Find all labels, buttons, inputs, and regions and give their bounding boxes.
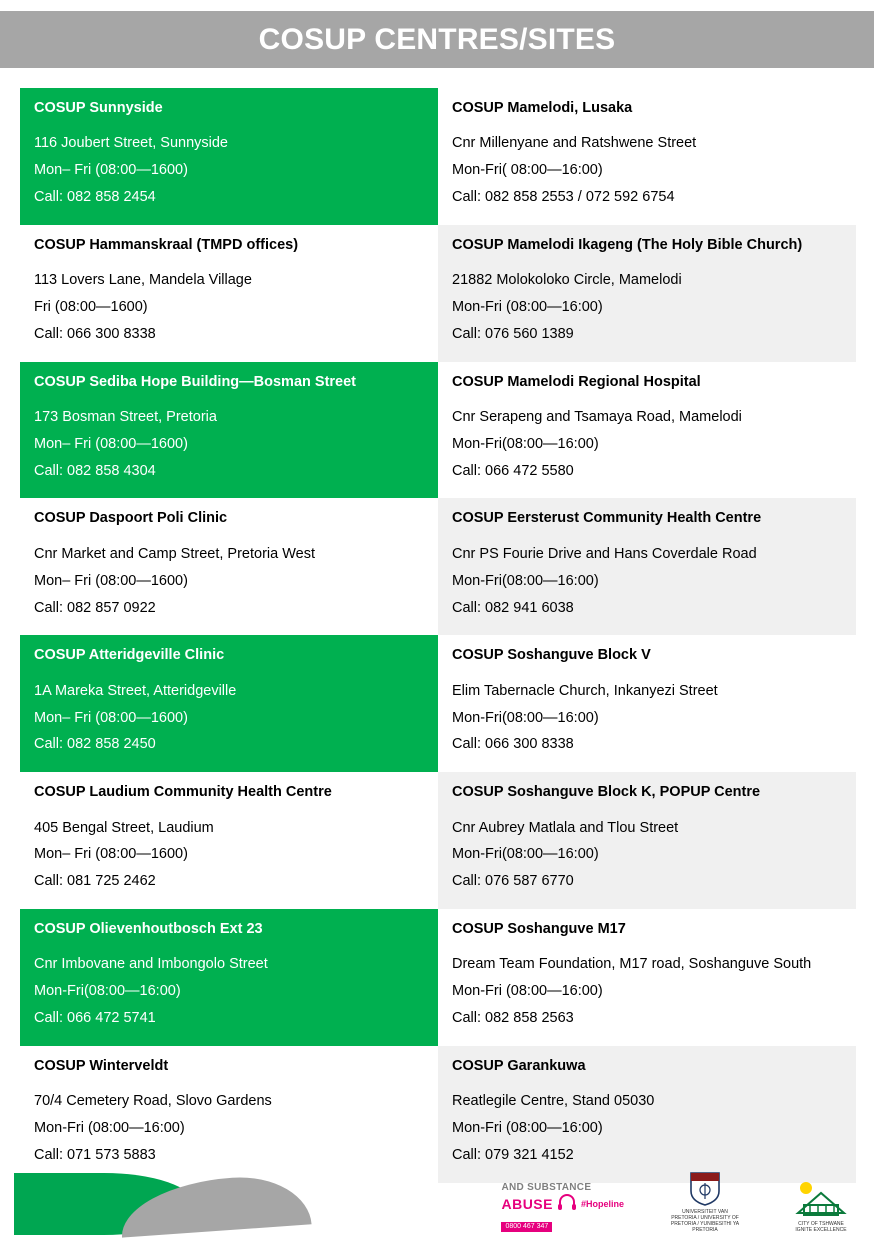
centre-card — [438, 498, 856, 635]
centre-address: Cnr Millenyane and Ratshwene Street — [452, 135, 697, 152]
centre-address: 405 Bengal Street, Laudium — [34, 819, 214, 836]
centre-address: Cnr Imbovane and Imbongolo Street — [34, 956, 268, 973]
page-title: COSUP CENTRES/SITES — [258, 23, 616, 56]
centres-row — [20, 362, 856, 499]
centre-title: COSUP Garankuwa — [452, 1057, 586, 1074]
centres-row — [20, 772, 856, 909]
footer-logos — [501, 1171, 856, 1233]
centre-address: 70/4 Cemetery Road, Slovo Gardens — [34, 1093, 272, 1110]
hopeline-logo — [501, 1183, 624, 1233]
centre-title: COSUP Hammanskraal (TMPD offices) — [34, 236, 299, 253]
centre-hours: Mon-Fri(08:00—16:00) — [452, 709, 599, 726]
centre-phone: Call: 082 858 2553 / 072 592 6754 — [452, 189, 675, 206]
university-crest-icon — [685, 1171, 725, 1207]
university-name: UNIVERSITEIT VAN PRETORIA / UNIVERSITY OF PRETORIA / YUNIBESITHI YA PRETORIA — [670, 1209, 740, 1233]
hopeline-line2: ABUSE — [501, 1196, 553, 1213]
centre-phone: Call: 082 941 6038 — [452, 599, 574, 616]
centre-address: 1A Mareka Street, Atteridgeville — [34, 682, 237, 699]
centre-hours: Mon-Fri (08:00—16:00) — [452, 299, 603, 316]
centre-hours: Mon-Fri(08:00—16:00) — [452, 572, 599, 589]
centre-hours: Mon– Fri (08:00—1600) — [34, 846, 188, 863]
centre-title: COSUP Sunnyside — [34, 100, 163, 116]
centre-card — [438, 225, 856, 362]
centre-phone: Call: 066 300 8338 — [452, 736, 574, 753]
centre-hours: Mon– Fri (08:00—1600) — [34, 709, 188, 726]
centre-phone: Call: 076 587 6770 — [452, 873, 574, 890]
tshwane-name: CITY OF TSHWANE — [798, 1221, 844, 1227]
centre-title: COSUP Soshanguve Block V — [452, 647, 651, 664]
centre-title: COSUP Eersterust Community Health Centre — [452, 510, 762, 527]
centre-card — [438, 635, 856, 772]
city-of-tshwane-logo — [786, 1179, 856, 1233]
tshwane-tagline: IGNITE EXCELLENCE — [795, 1227, 847, 1233]
centre-title: COSUP Soshanguve Block K, POPUP Centre — [452, 784, 761, 801]
hopeline-main-row — [501, 1193, 624, 1216]
centre-title: COSUP Sediba Hope Building—Bosman Street — [34, 373, 357, 390]
centre-phone: Call: 082 858 2563 — [452, 1009, 574, 1026]
centre-hours: Mon-Fri (08:00—16:00) — [452, 983, 603, 1000]
centre-address: Cnr Market and Camp Street, Pretoria West — [34, 545, 315, 562]
centre-card — [20, 635, 438, 772]
centre-phone: Call: 066 472 5741 — [34, 1009, 156, 1026]
centre-address: 21882 Molokoloko Circle, Mamelodi — [452, 272, 682, 289]
centres-grid — [20, 88, 856, 1183]
centre-phone: Call: 066 472 5580 — [452, 462, 574, 479]
footer — [0, 1141, 874, 1241]
centre-address: Cnr Aubrey Matlala and Tlou Street — [452, 819, 679, 836]
centre-phone: Call: 066 300 8338 — [34, 325, 156, 342]
centre-title: COSUP Olievenhoutbosch Ext 23 — [34, 920, 263, 937]
centre-hours: Mon-Fri( 08:00—16:00) — [452, 162, 603, 179]
hopeline-hashtag: #Hopeline — [580, 1199, 624, 1210]
centre-title: COSUP Mamelodi, Lusaka — [452, 100, 633, 116]
centre-title: COSUP Mamelodi Ikageng (The Holy Bible Church) — [452, 236, 803, 253]
centre-title: COSUP Atteridgeville Clinic — [34, 647, 225, 664]
centre-address: Reatlegile Centre, Stand 05030 — [452, 1093, 655, 1110]
centre-title: COSUP Laudium Community Health Centre — [34, 784, 332, 801]
centre-card — [20, 225, 438, 362]
centre-hours: Mon-Fri(08:00—16:00) — [452, 435, 599, 452]
centre-card — [438, 88, 856, 225]
centre-title: COSUP Winterveldt — [34, 1057, 169, 1074]
centre-address: 173 Bosman Street, Pretoria — [34, 409, 217, 426]
headphones-icon — [557, 1193, 577, 1216]
centre-phone: Call: 082 858 4304 — [34, 462, 156, 479]
centre-address: Cnr Serapeng and Tsamaya Road, Mamelodi — [452, 409, 742, 426]
centre-card — [438, 362, 856, 499]
centre-hours: Mon– Fri (08:00—1600) — [34, 435, 188, 452]
centre-card — [20, 88, 438, 225]
centre-phone: Call: 071 573 5883 — [34, 1146, 156, 1163]
centre-title: COSUP Mamelodi Regional Hospital — [452, 373, 701, 390]
centre-address: Elim Tabernacle Church, Inkanyezi Street — [452, 682, 718, 699]
centre-card — [20, 909, 438, 1046]
centres-row — [20, 635, 856, 772]
centres-row — [20, 225, 856, 362]
centre-card — [20, 362, 438, 499]
centre-hours: Mon-Fri(08:00—16:00) — [452, 846, 599, 863]
centre-hours: Mon– Fri (08:00—1600) — [34, 162, 188, 179]
centre-phone: Call: 076 560 1389 — [452, 325, 574, 342]
centre-card — [438, 772, 856, 909]
centre-hours: Mon– Fri (08:00—1600) — [34, 572, 188, 589]
centre-address: Cnr PS Fourie Drive and Hans Coverdale Road — [452, 545, 757, 562]
university-of-pretoria-logo — [670, 1171, 740, 1233]
centre-hours: Mon-Fri (08:00—16:00) — [452, 1120, 603, 1136]
centre-phone: Call: 079 321 4152 — [452, 1146, 574, 1163]
centre-address: Dream Team Foundation, M17 road, Soshanguve South — [452, 956, 812, 973]
hopeline-line1: AND SUBSTANCE — [501, 1181, 592, 1193]
hopeline-phone: 0800 467 347 — [501, 1222, 552, 1231]
centre-phone: Call: 081 725 2462 — [34, 873, 156, 890]
centre-title: COSUP Soshanguve M17 — [452, 920, 626, 937]
centre-card — [438, 909, 856, 1046]
centre-hours: Mon-Fri(08:00—16:00) — [34, 983, 181, 1000]
centre-phone: Call: 082 857 0922 — [34, 599, 156, 616]
centre-address: 116 Joubert Street, Sunnyside — [34, 135, 228, 152]
centres-row — [20, 498, 856, 635]
centre-phone: Call: 082 858 2450 — [34, 736, 156, 753]
centre-hours: Mon-Fri (08:00—16:00) — [34, 1120, 185, 1136]
centres-row — [20, 909, 856, 1046]
centre-card — [20, 772, 438, 909]
centre-card — [20, 498, 438, 635]
centre-title: COSUP Daspoort Poli Clinic — [34, 510, 228, 527]
tshwane-emblem-icon — [792, 1179, 850, 1219]
centres-row — [20, 88, 856, 225]
centre-address: 113 Lovers Lane, Mandela Village — [34, 272, 252, 289]
centre-phone: Call: 082 858 2454 — [34, 189, 156, 206]
centre-hours: Fri (08:00—1600) — [34, 299, 148, 316]
